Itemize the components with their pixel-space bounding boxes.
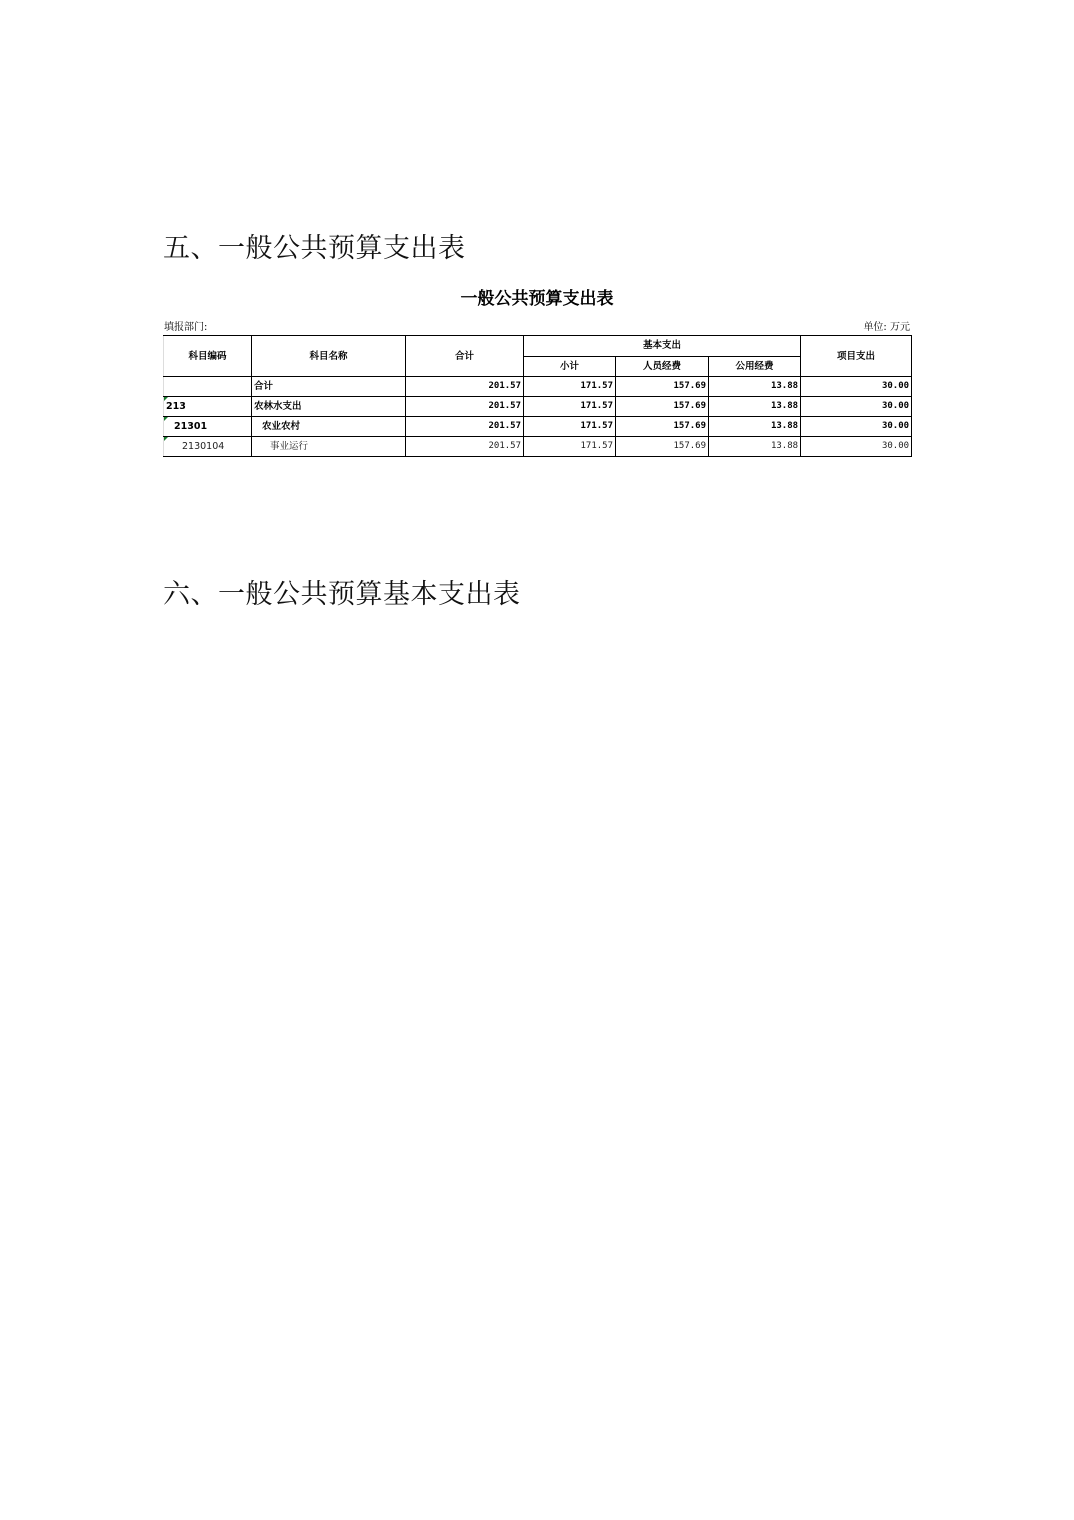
header-total: 合计: [406, 336, 524, 377]
cell-name: 事业运行: [252, 437, 406, 457]
header-name: 科目名称: [252, 336, 406, 377]
cell-project: 30.00: [801, 377, 912, 397]
unit-label: 单位: 万元: [863, 322, 910, 333]
cell-code: [164, 397, 252, 417]
cell-project: 30.00: [801, 397, 912, 417]
table-title: 一般公共预算支出表: [460, 289, 614, 309]
dept-label: 填报部门:: [164, 322, 208, 333]
header-public: 公用经费: [709, 356, 801, 377]
cell-personnel: 157.69: [616, 377, 709, 397]
cell-code: [164, 437, 252, 457]
cell-code-text: 2130104: [182, 441, 225, 452]
header-personnel: 人员经费: [616, 356, 709, 377]
cell-subtotal: 171.57: [524, 377, 616, 397]
cell-personnel: 157.69: [616, 397, 709, 417]
cell-total: 201.57: [406, 417, 524, 437]
header-basic: 基本支出: [524, 336, 801, 357]
section-heading-basic-expenditure: 六、一般公共预算基本支出表: [163, 579, 521, 610]
cell-name: 农林水支出: [252, 397, 406, 417]
cell-code: [164, 417, 252, 437]
header-code: 科目编码: [164, 336, 252, 377]
budget-expenditure-table: [163, 335, 912, 457]
cell-code-text: 21301: [174, 421, 208, 432]
cell-subtotal: 171.57: [524, 397, 616, 417]
table-row: [164, 377, 912, 397]
cell-name: 农业农村: [252, 417, 406, 437]
cell-public: 13.88: [709, 397, 801, 417]
cell-code: [164, 377, 252, 397]
section-heading-budget-expenditure: 五、一般公共预算支出表: [163, 233, 466, 264]
cell-name: 合计: [252, 377, 406, 397]
cell-code-text: 213: [166, 401, 186, 412]
cell-public: 13.88: [709, 437, 801, 457]
cell-project: 30.00: [801, 437, 912, 457]
text-marker-icon: [164, 437, 168, 441]
cell-subtotal: 171.57: [524, 417, 616, 437]
cell-public: 13.88: [709, 417, 801, 437]
cell-public: 13.88: [709, 377, 801, 397]
table-row: [164, 397, 912, 417]
cell-personnel: 157.69: [616, 437, 709, 457]
table-row: [164, 437, 912, 457]
cell-subtotal: 171.57: [524, 437, 616, 457]
cell-project: 30.00: [801, 417, 912, 437]
text-marker-icon: [164, 417, 168, 421]
cell-total: 201.57: [406, 377, 524, 397]
cell-personnel: 157.69: [616, 417, 709, 437]
cell-total: 201.57: [406, 397, 524, 417]
header-project: 项目支出: [801, 336, 912, 377]
text-marker-icon: [164, 397, 168, 401]
cell-total: 201.57: [406, 437, 524, 457]
table-row: [164, 417, 912, 437]
header-subtotal: 小计: [524, 356, 616, 377]
